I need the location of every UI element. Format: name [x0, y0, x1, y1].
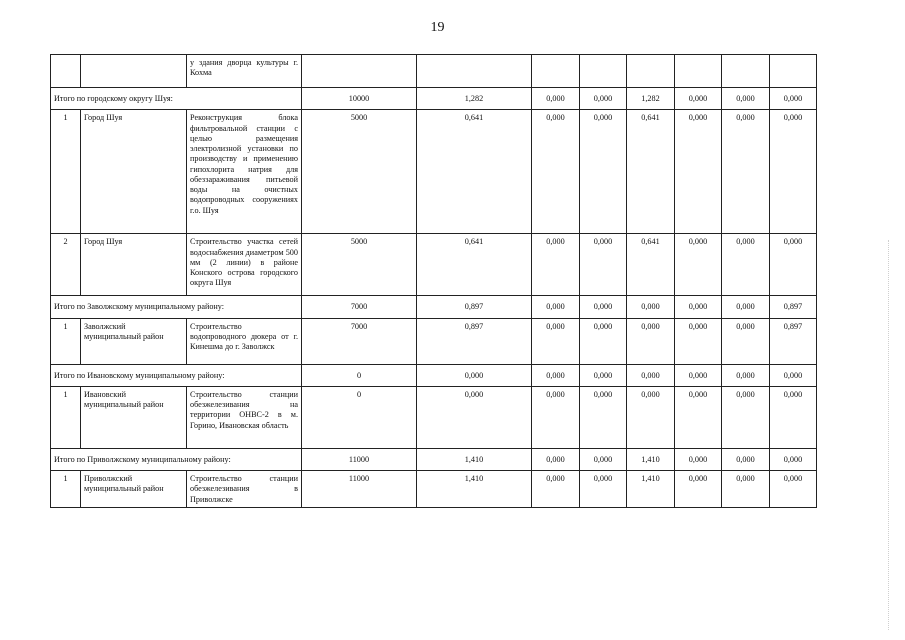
row-number: 1 [51, 318, 81, 364]
total-value-cell: 0,000 [675, 448, 722, 470]
section-total-label: Итого по Заволжскому муниципальному району: [51, 296, 302, 318]
total-value-cell: 0,000 [722, 88, 770, 110]
municipality-name: Заволжский муниципальный район [81, 318, 187, 364]
value-cell: 1,410 [627, 471, 675, 508]
value-cell: 0,000 [627, 318, 675, 364]
value-cell: 5000 [302, 110, 417, 234]
table-row-continuation [51, 55, 817, 88]
municipality-name: Город Шуя [81, 234, 187, 296]
object-description: Строительство станции обезжелезивания в Приволжске [187, 471, 302, 508]
value-cell: 0,897 [417, 318, 532, 364]
total-value-cell: 0,000 [675, 364, 722, 386]
municipality-name: Город Шуя [81, 110, 187, 234]
total-value-cell: 0,000 [722, 364, 770, 386]
value-cell: 0,000 [580, 471, 627, 508]
object-description: Реконструкция блока фильтровальной станции с целью размещения электролизной установки по производству и применению гипохлорита натрия для обеззараживания питьевой воды на очистных водопроводных сооружениях г.о. Шуя [187, 110, 302, 234]
value-cell: 0,000 [675, 234, 722, 296]
value-cell: 0,000 [675, 318, 722, 364]
total-value-cell: 10000 [302, 88, 417, 110]
section-total-label: Итого по Ивановскому муниципальному району: [51, 364, 302, 386]
value-cell: 0,000 [627, 386, 675, 448]
object-description: у здания дворца культуры г. Кохма [187, 55, 302, 88]
total-value-cell: 0,000 [580, 448, 627, 470]
value-cell: 0,897 [770, 318, 817, 364]
value-cell: 0,000 [532, 234, 580, 296]
value-cell: 1,410 [417, 471, 532, 508]
total-value-cell: 0,000 [580, 88, 627, 110]
section-total-row [51, 296, 817, 318]
value-cell: 7000 [302, 318, 417, 364]
total-value-cell: 1,410 [627, 448, 675, 470]
table-row [51, 471, 817, 508]
total-value-cell: 0,000 [722, 448, 770, 470]
value-cell: 0,000 [675, 110, 722, 234]
total-value-cell: 0,000 [770, 448, 817, 470]
total-value-cell: 1,282 [627, 88, 675, 110]
total-value-cell: 11000 [302, 448, 417, 470]
value-cell: 0,000 [770, 386, 817, 448]
total-value-cell: 0,000 [675, 296, 722, 318]
total-value-cell: 0,000 [770, 88, 817, 110]
row-number: 1 [51, 110, 81, 234]
value-cell: 0,000 [770, 234, 817, 296]
total-value-cell: 0,897 [770, 296, 817, 318]
total-value-cell: 1,282 [417, 88, 532, 110]
value-cell: 0,000 [580, 386, 627, 448]
investment-table [50, 54, 817, 508]
row-number: 2 [51, 234, 81, 296]
value-cell: 0,000 [770, 110, 817, 234]
value-cell: 0,000 [722, 234, 770, 296]
value-cell: 5000 [302, 234, 417, 296]
section-total-label: Итого по городскому округу Шуя: [51, 88, 302, 110]
total-value-cell: 0,000 [580, 364, 627, 386]
value-cell: 0,000 [580, 318, 627, 364]
total-value-cell: 0,897 [417, 296, 532, 318]
value-cell: 0,000 [722, 471, 770, 508]
value-cell: 0,000 [580, 234, 627, 296]
municipality-name: Ивановский муниципальный район [81, 386, 187, 448]
section-total-row [51, 448, 817, 470]
section-total-row [51, 364, 817, 386]
table-row [51, 110, 817, 234]
page-number: 19 [430, 20, 445, 35]
value-cell: 0,641 [627, 234, 675, 296]
total-value-cell: 0,000 [532, 364, 580, 386]
total-value-cell: 1,410 [417, 448, 532, 470]
total-value-cell: 0,000 [722, 296, 770, 318]
value-cell: 0,000 [722, 318, 770, 364]
scan-artifact [888, 240, 893, 630]
total-value-cell: 0,000 [770, 364, 817, 386]
table-row [51, 234, 817, 296]
value-cell: 0,000 [532, 471, 580, 508]
total-value-cell: 0,000 [532, 448, 580, 470]
value-cell: 0,641 [627, 110, 675, 234]
section-total-label: Итого по Приволжскому муниципальному району: [51, 448, 302, 470]
object-description: Строительство водопроводного дюкера от г. Кинешма до г. Заволжск [187, 318, 302, 364]
table-row [51, 318, 817, 364]
total-value-cell: 0,000 [627, 296, 675, 318]
value-cell: 11000 [302, 471, 417, 508]
value-cell: 0,641 [417, 234, 532, 296]
value-cell: 0,000 [417, 386, 532, 448]
table-row [51, 386, 817, 448]
value-cell: 0,000 [532, 386, 580, 448]
value-cell: 0,000 [675, 386, 722, 448]
total-value-cell: 0,000 [580, 296, 627, 318]
total-value-cell: 0,000 [532, 296, 580, 318]
value-cell: 0,000 [675, 471, 722, 508]
value-cell: 0,000 [532, 318, 580, 364]
total-value-cell: 0,000 [532, 88, 580, 110]
row-number: 1 [51, 471, 81, 508]
total-value-cell: 0,000 [675, 88, 722, 110]
value-cell: 0,000 [532, 110, 580, 234]
municipality-name: Приволжский муниципальный район [81, 471, 187, 508]
value-cell: 0,000 [580, 110, 627, 234]
value-cell: 0,000 [722, 386, 770, 448]
section-total-row [51, 88, 817, 110]
row-number: 1 [51, 386, 81, 448]
total-value-cell: 0 [302, 364, 417, 386]
object-description: Строительство участка сетей водоснабжения диаметром 500 мм (2 линии) в районе Конского острова городского округа Шуя [187, 234, 302, 296]
value-cell: 0,000 [770, 471, 817, 508]
value-cell: 0,641 [417, 110, 532, 234]
total-value-cell: 0,000 [417, 364, 532, 386]
object-description: Строительство станции обезжелезивания на территории ОНВС-2 в м. Горино, Ивановская область [187, 386, 302, 448]
value-cell: 0 [302, 386, 417, 448]
total-value-cell: 0,000 [627, 364, 675, 386]
total-value-cell: 7000 [302, 296, 417, 318]
value-cell: 0,000 [722, 110, 770, 234]
